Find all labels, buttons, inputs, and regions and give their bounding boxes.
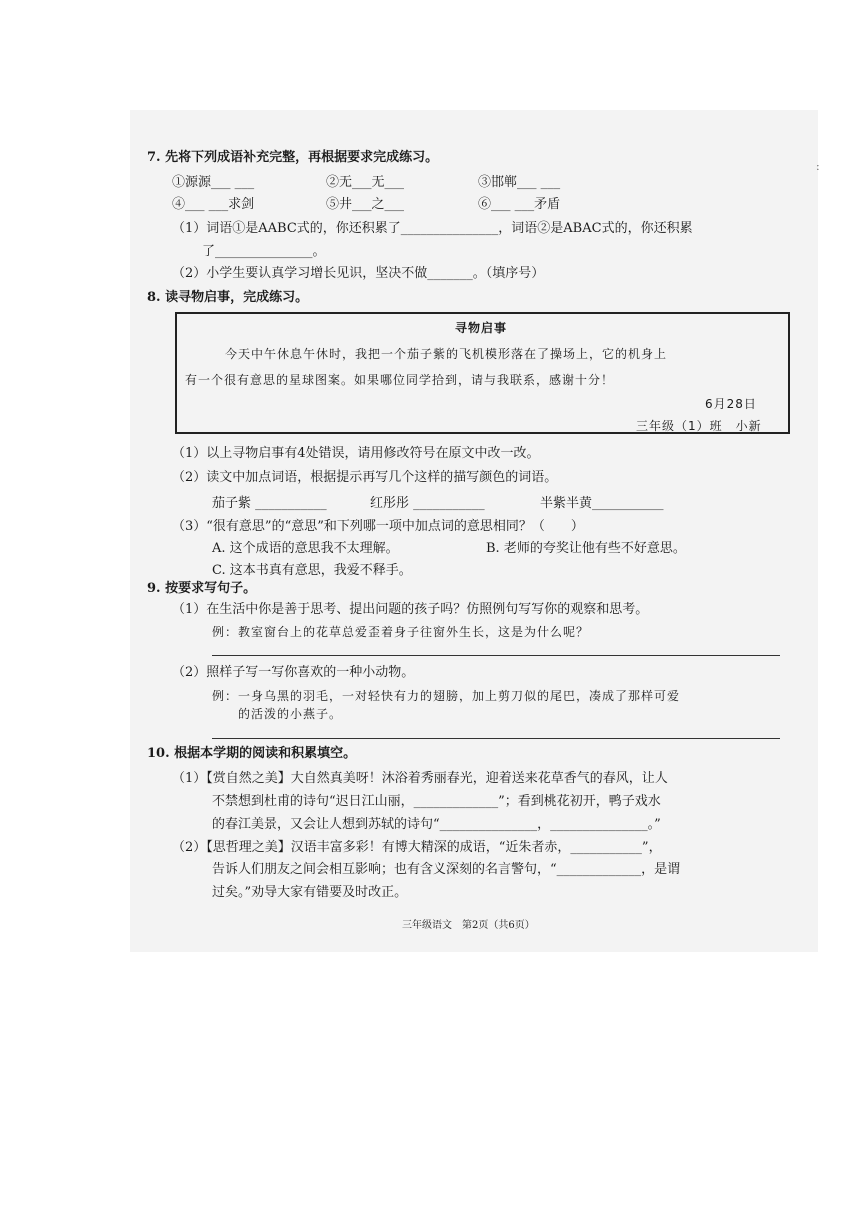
- q7-title: 7. 先将下列成语补充完整，再根据要求完成练习。: [147, 150, 439, 165]
- q7-idiom-1: ①源源___ ___: [172, 175, 255, 190]
- q10-title: 10. 根据本学期的阅读和积累填空。: [147, 746, 357, 761]
- color-word-2: 红彤彤 ___________: [370, 496, 485, 511]
- notice-date: 6月28日: [705, 397, 757, 411]
- answer-line-1[interactable]: [212, 655, 780, 656]
- q8-part3: （3）“很有意思”的“意思”和下列哪一项中加点词的意思相同？（ ）: [172, 519, 584, 534]
- q8-option-c: C. 这本书真有意思，我爱不释手。: [212, 563, 412, 578]
- q7-idiom-4: ④___ ___求剑: [172, 197, 255, 212]
- q9-part1: （1）在生活中你是善于思考、提出问题的孩子吗？仿照例句写写你的观察和思考。: [172, 602, 649, 617]
- q8-option-a: A. 这个成语的意思我不太理解。: [212, 541, 399, 556]
- q8-part1: （1）以上寻物启事有4处错误，请用修改符号在原文中改一改。: [172, 446, 540, 461]
- q7-part1-line1: （1）词语①是AABC式的，你还积累了_______________，词语②是ABAC式的，你还积累: [172, 221, 693, 236]
- q9-example2-line1: 例：一身乌黑的羽毛，一对轻快有力的翅膀，加上剪刀似的尾巴，凑成了那样可爱: [212, 689, 681, 703]
- q7-part1-line2: 了_______________。: [202, 244, 326, 259]
- notice-signature: 三年级（1）班 小新: [636, 419, 762, 433]
- q8-title: 8. 读寻物启事，完成练习。: [147, 290, 309, 305]
- notice-body-line2: 有一个很有意思的星球图案。如果哪位同学拾到，请与我联系，感谢十分！: [185, 373, 615, 387]
- q8-part2: （2）读文中加点词语，根据提示再写几个这样的描写颜色的词语。: [172, 470, 558, 485]
- q10-part2-line2: 告诉人们朋友之间会相互影响；也有含义深刻的名言警句，“_____________，是谓: [212, 862, 681, 877]
- page-footer: 三年级语文 第2页（共6页）: [402, 920, 535, 931]
- q7-idiom-2: ②无___无___: [326, 175, 405, 190]
- q7-idiom-6: ⑥___ ___矛盾: [478, 197, 561, 212]
- q10-part1-line3: 的春江美景，又会让人想到苏轼的诗句“_______________，_______________。”: [212, 817, 661, 832]
- q10-part2-line1: （2）【思哲理之美】汉语丰富多彩！有博大精深的成语，“近朱者赤，___________”，: [172, 840, 662, 855]
- q10-part1-line1: （1）【赏自然之美】大自然真美呀！沐浴着秀丽春光，迎着送来花草香气的春风，让人: [172, 771, 668, 786]
- color-word-1: 茄子紫 ___________: [212, 496, 327, 511]
- q10-part2-line3: 过矣。”劝导大家有错要及时改正。: [212, 885, 408, 900]
- notice-heading: 寻物启事: [455, 321, 508, 335]
- q9-example1: 例：教室窗台上的花草总爱歪着身子往窗外生长，这是为什么呢？: [212, 625, 590, 639]
- q9-example2-line2: 的活泼的小燕子。: [238, 707, 343, 721]
- notice-body-line1: 今天中午休息午休时，我把一个茄子紫的飞机模形落在了操场上，它的机身上: [225, 347, 668, 361]
- q9-part2: （2）照样子写一写你喜欢的一种小动物。: [172, 665, 415, 680]
- q7-idiom-5: ⑤井___之___: [326, 197, 405, 212]
- answer-line-2[interactable]: [212, 738, 780, 739]
- margin-mark: ː: [816, 160, 820, 173]
- q9-title: 9. 按要求写句子。: [147, 581, 257, 596]
- color-word-3: 半紫半黄___________: [540, 496, 664, 511]
- q7-idiom-3: ③邯郸___ ___: [478, 175, 561, 190]
- q7-part2: （2）小学生要认真学习增长见识，坚决不做_______。（填序号）: [172, 266, 545, 281]
- q10-part1-line2: 不禁想到杜甫的诗句“迟日江山丽，_____________”；看到桃花初开，鸭子戏水: [212, 794, 661, 809]
- q8-option-b: B. 老师的夸奖让他有些不好意思。: [486, 541, 686, 556]
